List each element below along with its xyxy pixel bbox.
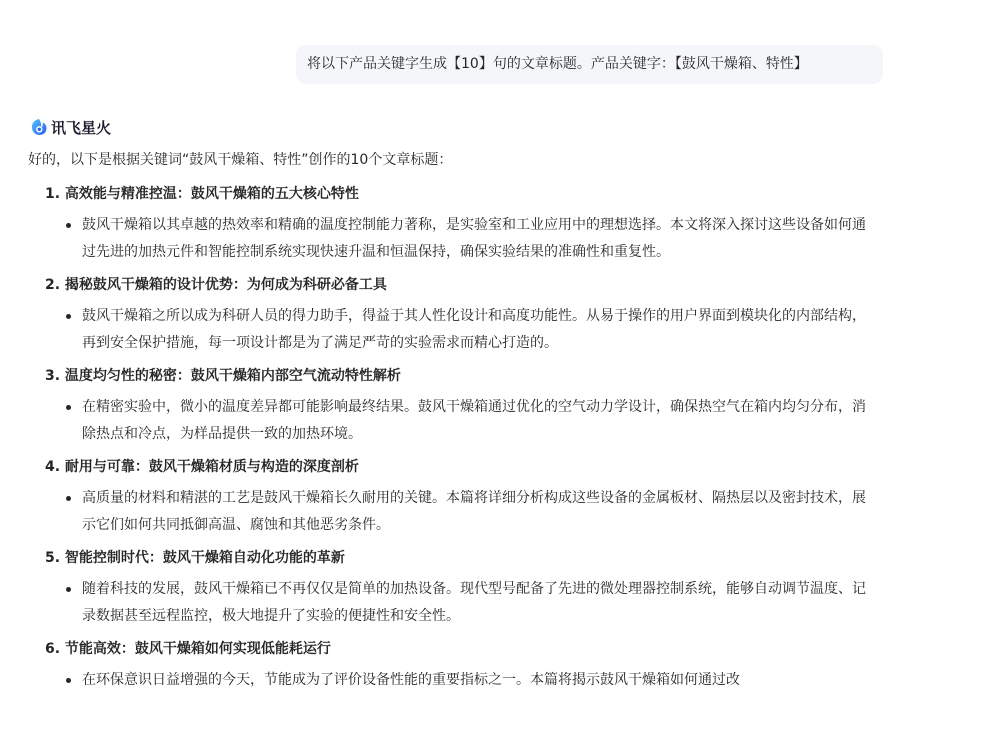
bullet-list	[28, 667, 878, 694]
bullet-list	[28, 212, 878, 265]
section-title: 1. 高效能与精准控温：鼓风干燥箱的五大核心特性	[45, 186, 359, 202]
list-item	[28, 546, 878, 629]
section-title: 2. 揭秘鼓风干燥箱的设计优势：为何成为科研必备工具	[45, 277, 387, 293]
bullet-item	[28, 667, 878, 694]
bullet-list	[28, 576, 878, 629]
answer-intro: 好的，以下是根据关键词“鼓风干燥箱、特性”创作的10个文章标题：	[28, 152, 453, 168]
list-item	[28, 637, 878, 694]
bullet-text: 在环保意识日益增强的今天，节能成为了评价设备性能的重要指标之一。本篇将揭示鼓风干燥箱如何通过改	[82, 672, 740, 688]
list-item	[28, 273, 878, 356]
list-item	[28, 455, 878, 538]
bullet-dot-icon	[66, 587, 71, 592]
assistant-answer	[28, 148, 878, 702]
user-prompt-bubble	[296, 45, 883, 84]
bullet-list	[28, 394, 878, 447]
bullet-dot-icon	[66, 496, 71, 501]
bullet-list	[28, 485, 878, 538]
assistant-brand	[29, 116, 111, 138]
section-title: 4. 耐用与可靠：鼓风干燥箱材质与构造的深度剖析	[45, 459, 359, 475]
bullet-list	[28, 303, 878, 356]
bullet-item	[28, 485, 878, 538]
title-list	[28, 182, 878, 694]
bullet-text: 高质量的材料和精湛的工艺是鼓风干燥箱长久耐用的关键。本篇将详细分析构成这些设备的金属板材、隔热层以及密封技术，展示它们如何共同抵御高温、腐蚀和其他恶劣条件。	[82, 490, 866, 533]
bullet-text: 在精密实验中，微小的温度差异都可能影响最终结果。鼓风干燥箱通过优化的空气动力学设计，确保热空气在箱内均匀分布，消除热点和冷点，为样品提供一致的加热环境。	[82, 399, 866, 442]
section-title: 5. 智能控制时代：鼓风干燥箱自动化功能的革新	[45, 550, 345, 566]
bullet-dot-icon	[66, 223, 71, 228]
bullet-text: 鼓风干燥箱之所以成为科研人员的得力助手，得益于其人性化设计和高度功能性。从易于操作的用户界面到模块化的内部结构，再到安全保护措施，每一项设计都是为了满足严苛的实验需求而精心打造的。	[82, 308, 866, 351]
bullet-dot-icon	[66, 678, 71, 683]
bullet-item	[28, 394, 878, 447]
section-title: 6. 节能高效：鼓风干燥箱如何实现低能耗运行	[45, 641, 331, 657]
bullet-dot-icon	[66, 314, 71, 319]
bullet-text: 随着科技的发展，鼓风干燥箱已不再仅仅是简单的加热设备。现代型号配备了先进的微处理器控制系统，能够自动调节温度、记录数据甚至远程监控，极大地提升了实验的便捷性和安全性。	[82, 581, 866, 624]
bullet-item	[28, 576, 878, 629]
iflytek-spark-logo-icon	[29, 117, 49, 137]
bullet-dot-icon	[66, 405, 71, 410]
list-item	[28, 364, 878, 447]
assistant-brand-name: 讯飞星火	[51, 118, 112, 137]
bullet-item	[28, 303, 878, 356]
bullet-text: 鼓风干燥箱以其卓越的热效率和精确的温度控制能力著称，是实验室和工业应用中的理想选择。本文将深入探讨这些设备如何通过先进的加热元件和智能控制系统实现快速升温和恒温保持，确保实验结果的准确性和重复性。	[82, 217, 866, 260]
user-prompt-text: 将以下产品关键字生成【10】句的文章标题。产品关键字：【鼓风干燥箱、特性】	[307, 56, 808, 72]
list-item	[28, 182, 878, 265]
section-title: 3. 温度均匀性的秘密：鼓风干燥箱内部空气流动特性解析	[45, 368, 401, 384]
bullet-item	[28, 212, 878, 265]
